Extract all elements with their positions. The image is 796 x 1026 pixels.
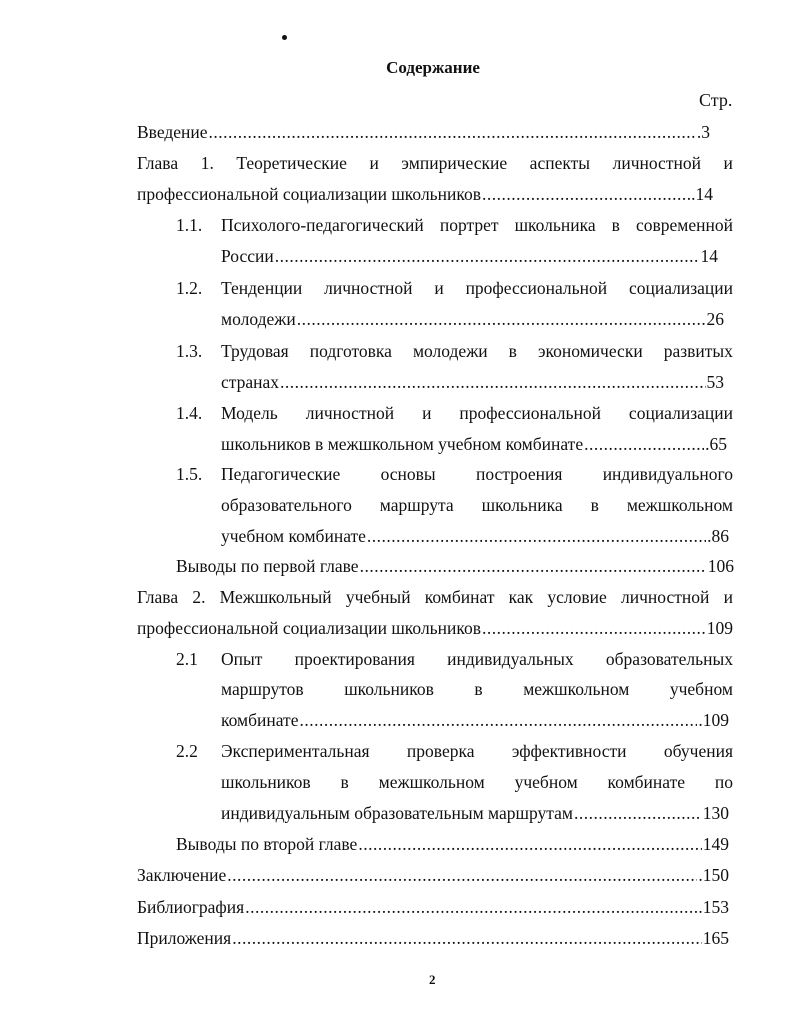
toc-entry-text: профессиональной социализации школьников [137, 618, 482, 638]
word: школьника [514, 215, 596, 235]
word: индивидуального [602, 464, 733, 484]
dot-leader [367, 526, 706, 546]
dot-leader [227, 865, 697, 885]
toc-s14-line1[interactable] [221, 403, 733, 423]
word: эмпирические [401, 153, 508, 173]
word: индивидуальных [447, 649, 574, 669]
toc-page-number: .3 [696, 122, 710, 142]
toc-page-number: 26 [706, 309, 724, 329]
word: условие [547, 587, 607, 607]
toc-chapter2-line2[interactable] [137, 618, 733, 638]
word: Межшкольный [219, 587, 332, 607]
word: подготовка [309, 341, 392, 361]
word: основы [380, 464, 436, 484]
word: личностной [324, 278, 413, 298]
toc-page-number: 130 [702, 803, 729, 823]
word: и [723, 153, 733, 173]
word: социализации [628, 403, 733, 423]
word: Тенденции [221, 278, 303, 298]
word: 1. [200, 153, 214, 173]
dot-leader [232, 928, 702, 948]
toc-page-number: 109 [706, 618, 733, 638]
dot-leader [209, 122, 696, 142]
word: Трудовая [221, 341, 289, 361]
toc-s21-line1[interactable] [221, 649, 733, 669]
toc-s21-line2[interactable] [221, 679, 733, 699]
word: и [434, 278, 444, 298]
word: образовательных [605, 649, 733, 669]
dot-leader [358, 834, 701, 854]
toc-entry-text: Приложения [137, 928, 232, 948]
toc-entry-text: Заключение [137, 865, 227, 885]
word: Теоретические [236, 153, 347, 173]
word: 2. [192, 587, 206, 607]
word: развитых [663, 341, 733, 361]
word: школьника [481, 495, 563, 515]
dot-leader [280, 372, 705, 392]
toc-entry-conclusions-ch1[interactable] [176, 556, 734, 576]
toc-s11-line1[interactable] [221, 215, 733, 235]
word: профессиональной [459, 403, 601, 423]
dot-leader [574, 803, 702, 823]
toc-page-number: .153 [698, 897, 729, 917]
toc-entry-conclusion[interactable] [137, 865, 729, 885]
toc-entry-text: школьников в межшкольном учебном комбинате [221, 434, 584, 454]
toc-entry-appendices[interactable] [137, 928, 729, 948]
toc-chapter1-line1[interactable] [137, 153, 733, 173]
dot-leader [584, 434, 704, 454]
dot-leader [245, 897, 697, 917]
toc-s14-line2[interactable] [221, 434, 727, 454]
dot-leader [299, 710, 697, 730]
word: личностной [612, 153, 701, 173]
toc-page-number: .109 [698, 710, 729, 730]
word: личностной [305, 403, 395, 423]
word: профессиональной [465, 278, 608, 298]
toc-entry-text: учебном комбинате [221, 526, 366, 546]
toc-page-number: 165 [702, 928, 729, 948]
word: проектирования [294, 649, 415, 669]
word: личностной [621, 587, 710, 607]
toc-entry-text: Выводы по первой главе [176, 556, 359, 576]
dot-leader [297, 309, 706, 329]
section-number: 1.3. [176, 341, 203, 361]
toc-page-number: 14 [700, 246, 718, 266]
word: маршрутов [221, 679, 304, 699]
word: маршрута [379, 495, 454, 515]
word: учебном [514, 772, 578, 792]
word: комбинате [607, 772, 686, 792]
word: комбинат [424, 587, 495, 607]
toc-page-number: .150 [698, 865, 729, 885]
toc-chapter2-line1[interactable] [137, 587, 733, 607]
word: Педагогические [221, 464, 341, 484]
word: по [714, 772, 733, 792]
toc-page-number: 106 [707, 556, 734, 576]
word: аспекты [529, 153, 591, 173]
toc-title: Содержание [386, 58, 480, 77]
toc-s11-line2[interactable] [221, 246, 718, 266]
word: и [369, 153, 379, 173]
toc-entry-text: молодежи [221, 309, 296, 329]
dot-leader [360, 556, 707, 576]
word: межшкольном [626, 495, 733, 515]
toc-s12-line1[interactable] [221, 278, 733, 298]
word: Модель [221, 403, 278, 423]
toc-s15-line2[interactable] [221, 495, 733, 515]
dot-leader [482, 184, 690, 204]
dot-leader [275, 246, 700, 266]
dot-leader [482, 618, 706, 638]
word: образовательного [221, 495, 352, 515]
word: современной [635, 215, 733, 235]
word: эффективности [511, 741, 627, 761]
toc-page-number: .14 [691, 184, 713, 204]
section-number: 2.1 [176, 649, 198, 669]
toc-page-number: 53 [706, 372, 724, 392]
toc-page-number: .86 [707, 526, 729, 546]
scan-speck [282, 35, 287, 40]
word: в [611, 215, 620, 235]
toc-s15-line1[interactable] [221, 464, 733, 484]
section-number: 1.2. [176, 278, 203, 298]
toc-chapter1-line2[interactable] [137, 184, 713, 204]
word: проверка [406, 741, 475, 761]
word: учебном [669, 679, 733, 699]
word: межшкольном [378, 772, 485, 792]
toc-entry-conclusions-ch2[interactable] [176, 834, 729, 854]
toc-entry-bibliography[interactable] [137, 897, 729, 917]
toc-s12-line2[interactable] [221, 309, 724, 329]
toc-entry-text: профессиональной социализации школьников [137, 184, 482, 204]
section-number: 1.5. [176, 464, 203, 484]
toc-entry-text: странах [221, 372, 280, 392]
toc-s22-line1[interactable] [221, 741, 733, 761]
toc-page-number: 149 [702, 834, 729, 854]
toc-s13-line1[interactable] [221, 341, 733, 361]
word: Опыт [221, 649, 263, 669]
word: социализации [628, 278, 733, 298]
section-number: 1.4. [176, 403, 203, 423]
word: межшкольном [523, 679, 630, 699]
word: Экспериментальная [221, 741, 370, 761]
toc-entry-text: России [221, 246, 274, 266]
toc-entry-text: Выводы по второй главе [176, 834, 358, 854]
word: в [508, 341, 517, 361]
section-number: 1.1. [176, 215, 203, 235]
word: школьников [344, 679, 434, 699]
word: молодежи [412, 341, 488, 361]
word: и [422, 403, 432, 423]
word: построения [475, 464, 563, 484]
word: как [508, 587, 534, 607]
word: портрет [439, 215, 499, 235]
section-number: 2.2 [176, 741, 198, 761]
toc-entry-text: Библиография [137, 897, 245, 917]
toc-entry-text: Введение [137, 122, 208, 142]
toc-entry-text: комбинате [221, 710, 299, 730]
page-column-label: Стр. [699, 90, 733, 110]
word: экономически [537, 341, 643, 361]
toc-page-number: .65 [705, 434, 727, 454]
word: учебный [345, 587, 411, 607]
toc-s21-line3[interactable] [221, 710, 729, 730]
toc-s22-line3[interactable] [221, 803, 729, 823]
word: в [340, 772, 349, 792]
toc-s13-line2[interactable] [221, 372, 724, 392]
toc-s15-line3[interactable] [221, 526, 729, 546]
word: и [723, 587, 733, 607]
word: Глава [137, 587, 179, 607]
word: Психолого-педагогический [221, 215, 424, 235]
word: школьников [221, 772, 311, 792]
page-number: 2 [429, 972, 436, 987]
word: Глава [137, 153, 179, 173]
word: в [474, 679, 483, 699]
toc-s22-line2[interactable] [221, 772, 733, 792]
toc-entry-intro[interactable] [137, 122, 710, 142]
word: в [590, 495, 599, 515]
toc-entry-text: индивидуальным образовательным маршрутам [221, 803, 573, 823]
word: обучения [663, 741, 733, 761]
